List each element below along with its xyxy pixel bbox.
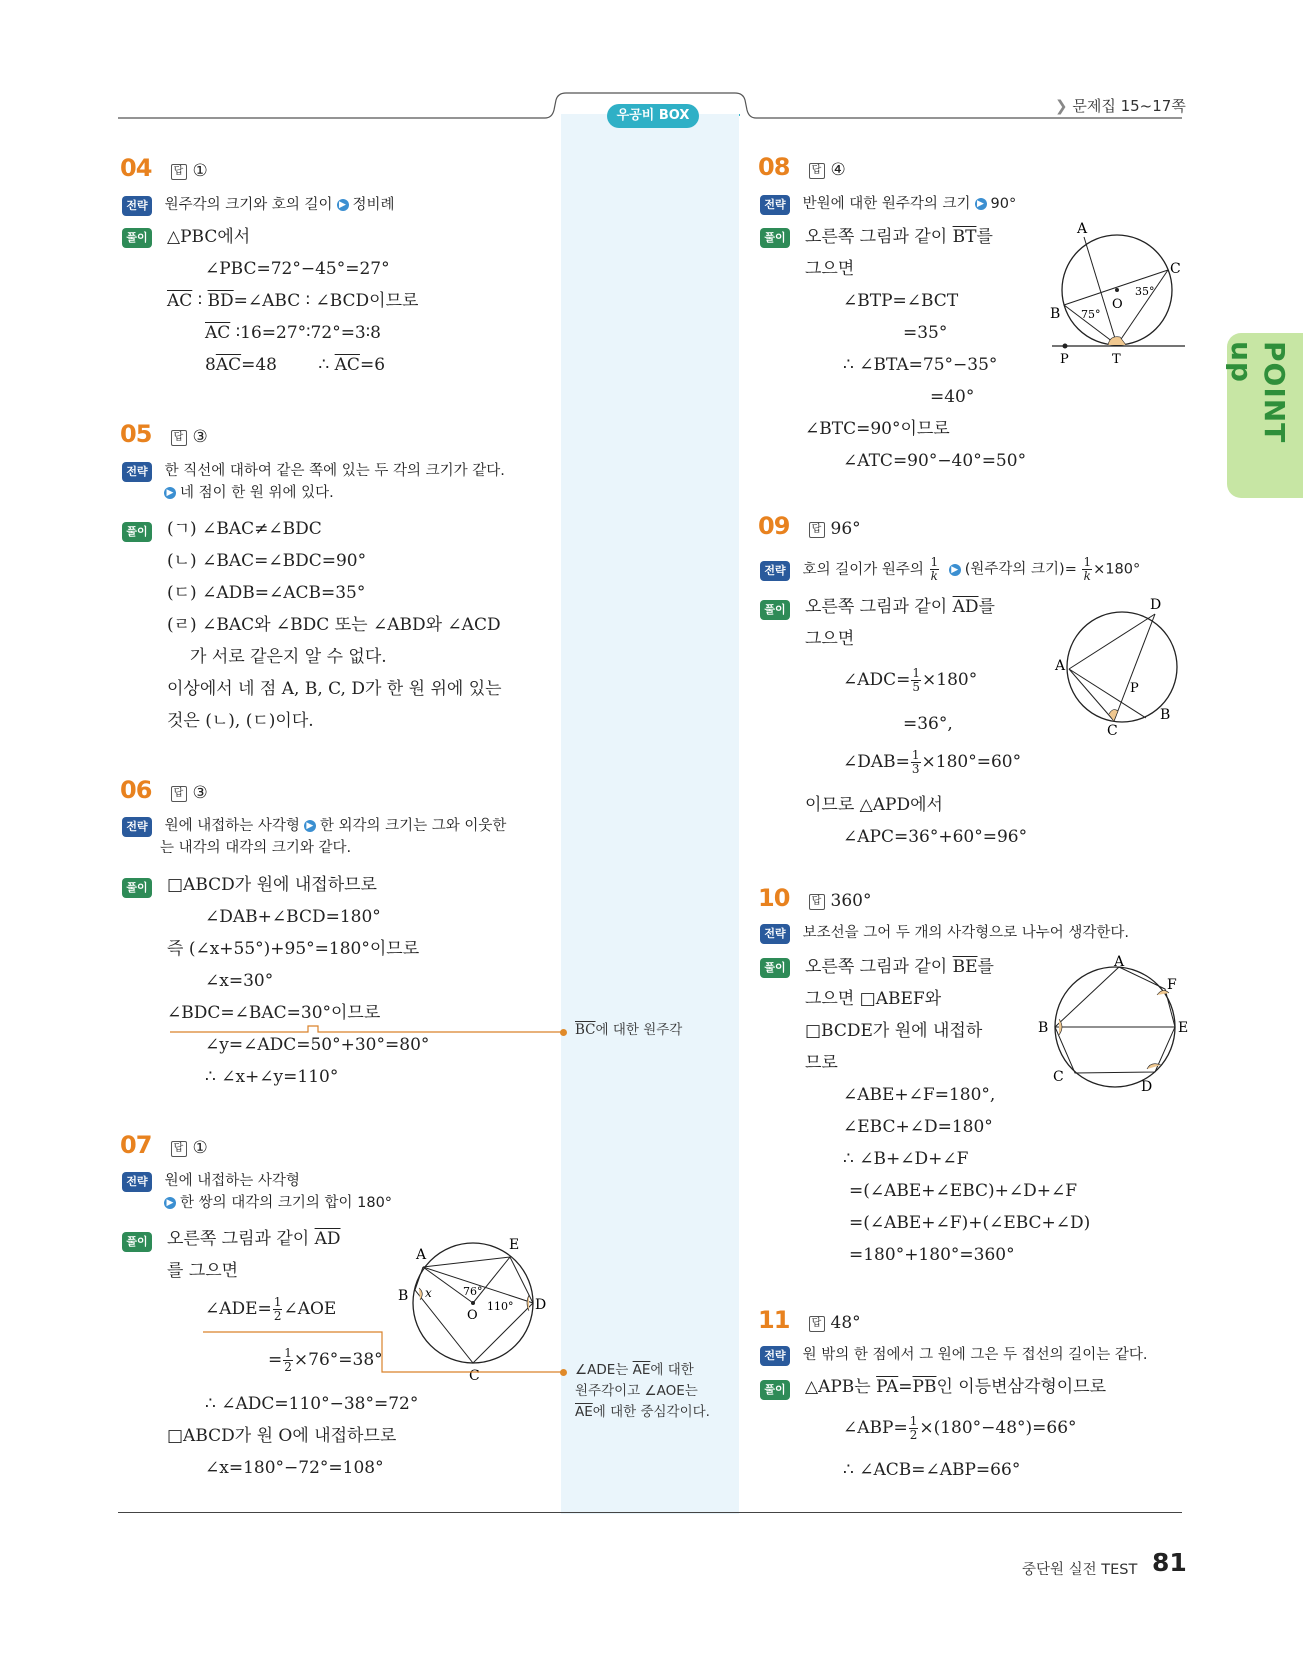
answer-icon: 답	[809, 163, 825, 179]
problem-08-strategy: 전략 반원에 대한 원주각의 크기 ▶ 90°	[760, 193, 1016, 215]
svg-text:x: x	[425, 1286, 432, 1300]
bottom-divider	[118, 1512, 1182, 1513]
problem-06-line: ∠BDC=∠BAC=30°이므로	[167, 1003, 381, 1023]
problem-07-line: ∠x=180°−72°=108°	[205, 1458, 384, 1478]
answer-icon: 답	[809, 1316, 825, 1332]
problem-05-line: 가 서로 같은지 알 수 없다.	[190, 647, 387, 667]
center-box-column	[561, 114, 739, 1514]
box-label: 우공비 BOX	[607, 104, 699, 128]
problem-05-header: 05 답 ③	[120, 420, 208, 448]
problem-08-line: ∠BTC=90°이므로	[805, 419, 950, 439]
problem-04-line: ∠PBC=72°−45°=27°	[205, 259, 390, 279]
arrow-circle-icon: ▶	[337, 199, 349, 211]
problem-08-solution-tag: 풀이	[760, 226, 790, 248]
problem-10-header: 10 답 360°	[758, 884, 872, 912]
problem-10-line: 므로	[805, 1053, 838, 1073]
problem-05-line: 것은 (ㄴ), (ㄷ)이다.	[167, 711, 314, 731]
problem-10-line: ∠EBC+∠D=180°	[843, 1117, 993, 1137]
answer-icon: 답	[809, 894, 825, 910]
problem-09-strategy: 전략 호의 길이가 원주의 $\frac{1}{k}$ ▶ (원주각의 크기)= $\frac{1}{k}$ ×180°	[760, 556, 1140, 583]
svg-text:A: A	[1114, 954, 1125, 970]
svg-text:T: T	[1112, 352, 1121, 367]
problem-06-solution-tag: 풀이	[122, 876, 152, 898]
answer-icon: 답	[809, 522, 825, 538]
problem-05-strategy: 전략 한 직선에 대하여 같은 쪽에 있는 두 각의 크기가 같다. ▶ 네 점이 한 원 위에 있다.	[122, 460, 505, 504]
problem-09-line: ∠APC=36°+60°=96°	[843, 827, 1028, 847]
note-ade-aoe: ∠ADE는 $\overline{AE}$에 대한 원주각이고 ∠AOE는 $\overline{AE}$에 대한 중심각이다.	[575, 1362, 710, 1420]
arrow-circle-icon: ▶	[164, 1197, 176, 1209]
problem-06-line: ∠DAB+∠BCD=180°	[205, 907, 381, 927]
problem-10-line: =(∠ABE+∠F)+(∠EBC+∠D)	[849, 1213, 1091, 1233]
problem-10-line: 오른쪽 그림과 같이 $\overline{BE}$를	[805, 957, 994, 977]
note-dot	[560, 1369, 567, 1376]
problem-11-line: △APB는 $\overline{PA}=\overline{PB}$인 이등변삼각형이므로	[805, 1377, 1107, 1397]
side-tab-label: POINT up	[1225, 341, 1291, 444]
svg-text:C: C	[1053, 1069, 1064, 1085]
problem-07-line: = $\frac{1}{2}$ ×76°=38°	[268, 1346, 383, 1374]
svg-text:E: E	[1178, 1020, 1189, 1036]
problem-07-header: 07 답 ①	[120, 1131, 208, 1159]
problem-09-header: 09 답 96°	[758, 512, 861, 540]
problem-06-line: ∠x=30°	[205, 971, 274, 991]
problem-11-header: 11 답 48°	[758, 1306, 861, 1334]
svg-text:P: P	[1060, 352, 1069, 367]
problem-05-line: (ㄹ) ∠BAC와 ∠BDC 또는 ∠ABD와 ∠ACD	[167, 615, 501, 635]
chevron-right-icon: ❯	[1055, 97, 1068, 115]
arrow-circle-icon: ▶	[304, 820, 316, 832]
figure-09-circle-diagram	[1055, 597, 1185, 739]
note-bc-inscribed: $\overline{BC}$에 대한 원주각	[575, 1022, 683, 1038]
problem-08-line: =35°	[903, 323, 948, 343]
problem-10-line: =180°+180°=360°	[849, 1245, 1015, 1265]
problem-10-line: ∠ABE+∠F=180°,	[843, 1085, 996, 1105]
problem-07-line: ∠ADE= $\frac{1}{2}$ ∠AOE	[205, 1295, 337, 1323]
problem-04-line: $8\overline{AC}=48$ ∴ $\overline{AC}=6$	[205, 355, 386, 375]
answer: ①	[192, 161, 208, 181]
svg-text:A: A	[1055, 658, 1066, 674]
problem-09-solution-tag: 풀이	[760, 598, 790, 620]
answer-icon: 답	[171, 786, 187, 802]
note-dot	[560, 1029, 567, 1036]
svg-text:75°: 75°	[1081, 308, 1101, 321]
problem-04-line: $\overline{AC}$ ∶16=27°∶72°=3∶8	[205, 323, 381, 343]
answer-icon: 답	[171, 430, 187, 446]
problem-06-line: □ABCD가 원에 내접하므로	[167, 875, 377, 895]
problem-06-line: 즉 (∠x+55°)+95°=180°이므로	[167, 939, 420, 959]
problem-09-line: ∠DAB= $\frac{1}{3}$ ×180°=60°	[843, 748, 1022, 776]
arrow-circle-icon: ▶	[164, 487, 176, 499]
svg-text:B: B	[1038, 1020, 1049, 1036]
problem-07-line: ∴ ∠ADC=110°−38°=72°	[205, 1394, 419, 1414]
problem-07-line: □ABCD가 원 O에 내접하므로	[167, 1426, 397, 1446]
problem-04-line: △PBC에서	[167, 227, 251, 247]
svg-text:B: B	[398, 1288, 409, 1304]
svg-text:O: O	[467, 1308, 478, 1323]
problem-number: 04	[120, 154, 152, 182]
svg-text:C: C	[469, 1368, 480, 1384]
problem-10-line: 그으면 □ABEF와	[805, 989, 942, 1009]
problem-06-header: 06 답 ③	[120, 776, 208, 804]
arrow-circle-icon: ▶	[975, 198, 987, 210]
problem-11-strategy: 전략 원 밖의 한 점에서 그 원에 그은 두 접선의 길이는 같다.	[760, 1344, 1147, 1366]
problem-08-line: ∠BTP=∠BCT	[843, 291, 959, 311]
problem-06-line: ∴ ∠x+∠y=110°	[205, 1067, 339, 1087]
problem-10-solution-tag: 풀이	[760, 956, 790, 978]
figure-08-circle-diagram	[1050, 221, 1185, 367]
problem-10-line: ∴ ∠B+∠D+∠F	[843, 1149, 969, 1169]
side-tab	[1227, 333, 1303, 498]
problem-06-strategy: 전략 원에 내접하는 사각형 ▶ 한 외각의 크기는 그와 이웃한 는 내각의 대각의 크기와 같다.	[122, 815, 506, 859]
problem-04-solution-tag: 풀이	[122, 226, 152, 248]
answer-icon: 답	[171, 1141, 187, 1157]
svg-text:D: D	[1150, 597, 1162, 613]
svg-text:110°: 110°	[487, 1300, 514, 1313]
problem-05-line: (ㄷ) ∠ADB=∠ACB=35°	[167, 583, 366, 603]
problem-08-line: 오른쪽 그림과 같이 $\overline{BT}$를	[805, 227, 993, 247]
svg-text:E: E	[509, 1237, 520, 1253]
problem-09-line: 오른쪽 그림과 같이 $\overline{AD}$를	[805, 597, 995, 617]
problem-07-strategy: 전략 원에 내접하는 사각형 ▶ 한 쌍의 대각의 크기의 합이 180°	[122, 1170, 392, 1214]
svg-text:C: C	[1107, 723, 1118, 739]
problem-11-line: ∴ ∠ACB=∠ABP=66°	[843, 1460, 1021, 1480]
svg-text:A: A	[416, 1247, 427, 1263]
problem-10-strategy: 전략 보조선을 그어 두 개의 사각형으로 나누어 생각한다.	[760, 922, 1129, 944]
svg-text:A: A	[1077, 221, 1088, 237]
footer-label: 중단원 실전 TEST	[1022, 1562, 1138, 1578]
problem-05-solution-tag: 풀이	[122, 520, 152, 542]
note-connectors	[160, 1000, 570, 1380]
problem-09-line: 이므로 △APD에서	[805, 795, 943, 815]
problem-08-line: ∠ATC=90°−40°=50°	[843, 451, 1027, 471]
svg-text:B: B	[1050, 306, 1061, 322]
answer-icon: 답	[171, 164, 187, 180]
problem-08-line: ∴ ∠BTA=75°−35°	[843, 355, 998, 375]
problem-11-line: ∠ABP= $\frac{1}{2}$ ×(180°−48°)=66°	[843, 1414, 1077, 1442]
problem-08-line: =40°	[930, 387, 975, 407]
problem-10-line: =(∠ABE+∠EBC)+∠D+∠F	[849, 1181, 1078, 1201]
problem-09-line: =36°,	[903, 714, 953, 734]
figure-10-circle-diagram	[1035, 954, 1189, 1097]
problem-07-line: 를 그으면	[167, 1261, 239, 1281]
problem-05-line: 이상에서 네 점 A, B, C, D가 한 원 위에 있는	[167, 679, 502, 699]
svg-text:B: B	[1160, 707, 1171, 723]
problem-10-line: □BCDE가 원에 내접하	[805, 1021, 983, 1041]
problem-07-line: 오른쪽 그림과 같이 $\overline{AD}$	[167, 1229, 341, 1249]
problem-11-solution-tag: 풀이	[760, 1378, 790, 1400]
page-reference: ❯ 문제집 15~17쪽	[1055, 97, 1186, 115]
svg-text:C: C	[1170, 261, 1181, 277]
svg-text:F: F	[1167, 977, 1177, 993]
svg-text:P: P	[1130, 681, 1139, 696]
problem-04-line: $\overline{AC}$ ∶ $\overline{BD}=\angle ABC$ ∶ ∠BCD이므로	[167, 291, 419, 311]
problem-08-header: 08 답 ④	[758, 153, 846, 181]
problem-09-line: 그으면	[805, 629, 855, 649]
problem-04-header	[120, 154, 208, 182]
problem-06-line: ∠y=∠ADC=50°+30°=80°	[205, 1035, 430, 1055]
page-number: 81	[1152, 1548, 1187, 1577]
problem-05-line: (ㄱ) ∠BAC≠∠BDC	[167, 519, 322, 539]
problem-05-line: (ㄴ) ∠BAC=∠BDC=90°	[167, 551, 367, 571]
svg-text:O: O	[1112, 297, 1123, 312]
svg-text:35°: 35°	[1135, 285, 1155, 298]
arrow-circle-icon: ▶	[949, 564, 961, 576]
svg-text:76°: 76°	[463, 1285, 483, 1298]
problem-04-strategy: 전략 원주각의 크기와 호의 길이 ▶ 정비례	[122, 194, 395, 216]
problem-08-line: 그으면	[805, 259, 855, 279]
problem-07-solution-tag: 풀이	[122, 1230, 152, 1252]
svg-text:D: D	[1141, 1079, 1153, 1095]
problem-09-line: ∠ADC= $\frac{1}{5}$ ×180°	[843, 666, 978, 694]
svg-text:D: D	[535, 1297, 547, 1313]
